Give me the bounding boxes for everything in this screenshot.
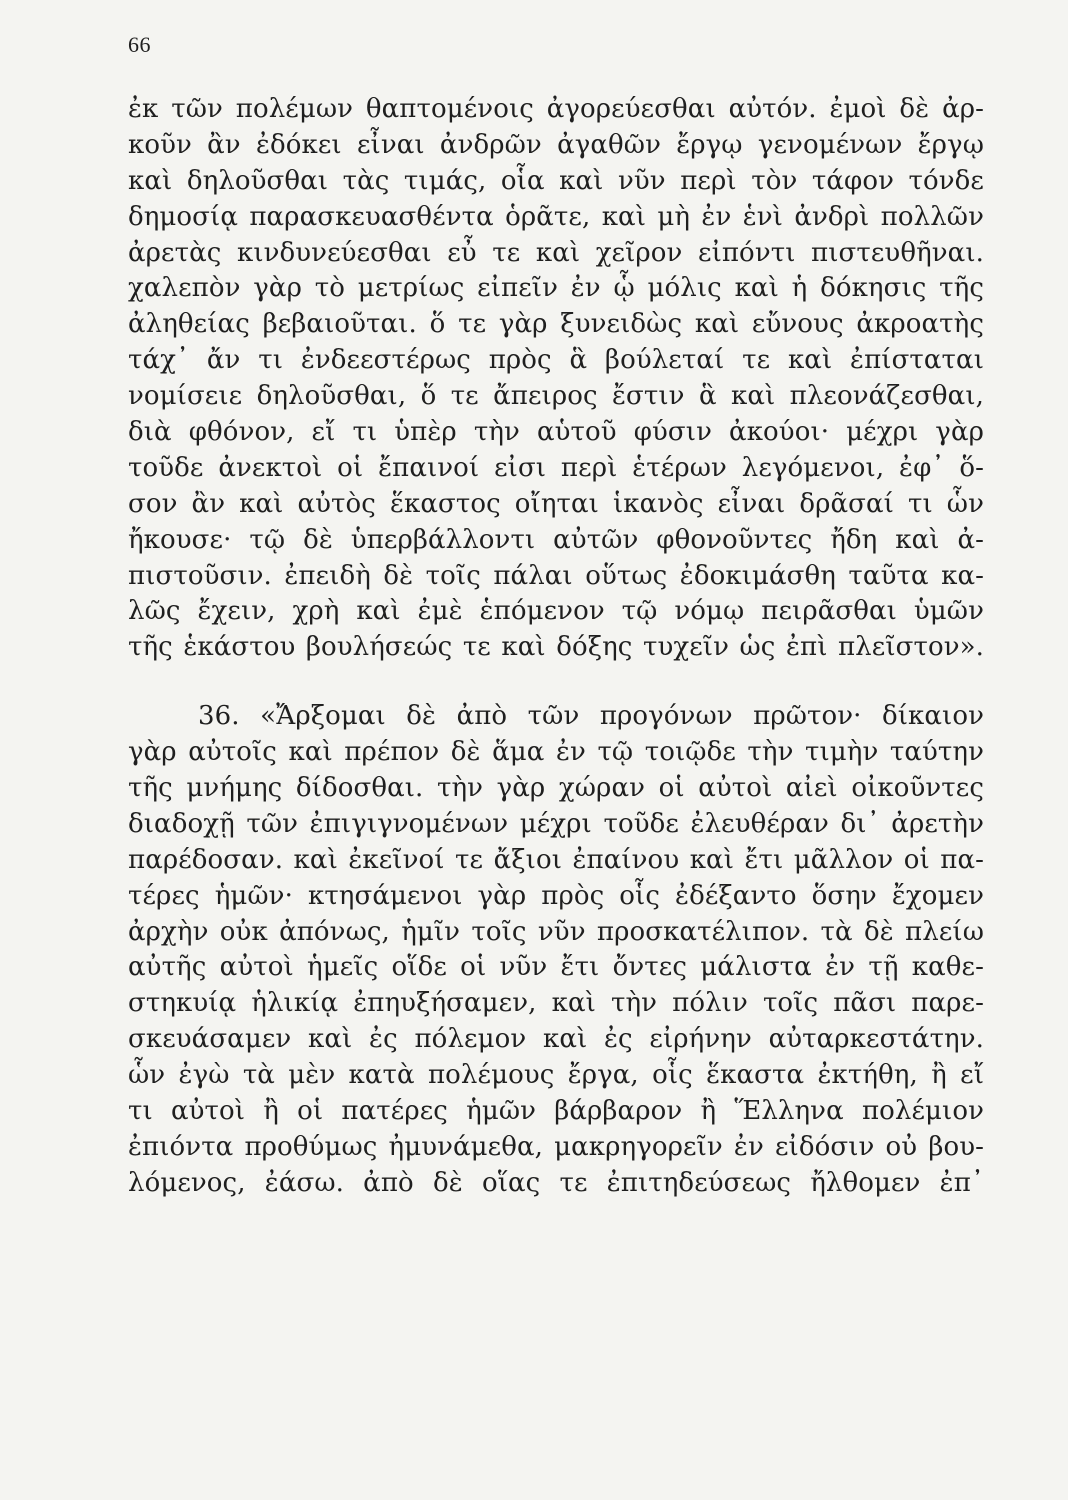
- text-line: τῆς ἑκάστου βουλήσεώς τε καὶ δόξης τυχεῖν ὡς ἐπὶ πλεῖστον».: [128, 632, 984, 663]
- text-line: αὐτῆς αὐτοὶ ἡμεῖς οἵδε οἱ νῦν ἔτι ὄντες μάλιστα ἐν τῇ καθε-: [128, 952, 984, 983]
- paragraph-gap: [128, 666, 984, 699]
- text-line: ὧν ἐγὼ τὰ μὲν κατὰ πολέμους ἔργα, οἷς ἕκαστα ἐκτήθη, ἢ εἴ: [128, 1060, 984, 1091]
- text-line: νομίσειε δηλοῦσθαι, ὅ τε ἄπειρος ἔστιν ἃ καὶ πλεονάζεσθαι,: [128, 381, 984, 412]
- text-line: χαλεπὸν γὰρ τὸ μετρίως εἰπεῖν ἐν ᾧ μόλις καὶ ἡ δόκησις τῆς: [128, 273, 984, 304]
- text-line: τι αὐτοὶ ἢ οἱ πατέρες ἡμῶν βάρβαρον ἢ Ἕλληνα πολέμιον: [128, 1096, 984, 1127]
- page-number: 66: [128, 32, 151, 57]
- text-line: διὰ φθόνον, εἴ τι ὑπὲρ τὴν αὑτοῦ φύσιν ἀκούοι· μέχρι γὰρ: [128, 417, 984, 448]
- text-line: λῶς ἔχειν, χρὴ καὶ ἐμὲ ἑπόμενον τῷ νόμῳ πειρᾶσθαι ὑμῶν: [128, 596, 984, 627]
- text-line: ἀρχὴν οὐκ ἀπόνως, ἡμῖν τοῖς νῦν προσκατέλιπον. τὰ δὲ πλείω: [128, 916, 984, 947]
- text-line: ἤκουσε· τῷ δὲ ὑπερβάλλοντι αὐτῶν φθονοῦντες ἤδη καὶ ἀ-: [128, 524, 984, 555]
- text-line: ἀληθείας βεβαιοῦται. ὅ τε γὰρ ξυνειδὼς καὶ εὔνους ἀκροατὴς: [128, 309, 984, 340]
- text-line: σκευάσαμεν καὶ ἐς πόλεμον καὶ ἐς εἰρήνην αὐταρκεστάτην.: [128, 1024, 984, 1055]
- text-line: τοῦδε ἀνεκτοὶ οἱ ἔπαινοί εἰσι περὶ ἑτέρων λεγόμενοι, ἐφ᾽ ὅ-: [128, 452, 984, 483]
- text-line: λόμενος, ἐάσω. ἀπὸ δὲ οἵας τε ἐπιτηδεύσεως ἤλθομεν ἐπ᾽: [128, 1167, 984, 1198]
- text-line: διαδοχῇ τῶν ἐπιγιγνομένων μέχρι τοῦδε ἐλευθέραν δι᾽ ἀρετὴν: [128, 808, 984, 839]
- text-line: πιστοῦσιν. ἐπειδὴ δὲ τοῖς πάλαι οὕτως ἐδοκιμάσθη ταῦτα κα-: [128, 560, 984, 591]
- text-line: δημοσίᾳ παρασκευασθέντα ὁρᾶτε, καὶ μὴ ἐν ἑνὶ ἀνδρὶ πολλῶν: [128, 201, 984, 232]
- text-line: τάχ᾽ ἄν τι ἐνδεεστέρως πρὸς ἃ βούλεταί τε καὶ ἐπίσταται: [128, 345, 984, 376]
- text-line: καὶ δηλοῦσθαι τὰς τιμάς, οἷα καὶ νῦν περὶ τὸν τάφον τόνδε: [128, 165, 984, 196]
- body-text: [128, 92, 984, 1202]
- text-line: παρέδοσαν. καὶ ἐκεῖνοί τε ἄξιοι ἐπαίνου καὶ ἔτι μᾶλλον οἱ πα-: [128, 844, 984, 875]
- text-line: σον ἂν καὶ αὐτὸς ἕκαστος οἴηται ἱκανὸς εἶναι δρᾶσαί τι ὧν: [128, 488, 984, 519]
- text-line: τέρες ἡμῶν· κτησάμενοι γὰρ πρὸς οἷς ἐδέξαντο ὅσην ἔχομεν: [128, 880, 984, 911]
- text-line: ἐπιόντα προθύμως ἠμυνάμεθα, μακρηγορεῖν ἐν εἰδόσιν οὐ βου-: [128, 1131, 984, 1162]
- text-line: στηκυίᾳ ἡλικίᾳ ἐπηυξήσαμεν, καὶ τὴν πόλιν τοῖς πᾶσι παρε-: [128, 988, 984, 1019]
- text-line: τῆς μνήμης δίδοσθαι. τὴν γὰρ χώραν οἱ αὐτοὶ αἰεὶ οἰκοῦντες: [128, 773, 984, 804]
- chapter-36-first-line: 36. «Ἄρξομαι δὲ ἀπὸ τῶν προγόνων πρῶτον· δίκαιον: [198, 701, 984, 732]
- text-line: ἐκ τῶν πολέμων θαπτομένοις ἀγορεύεσθαι αὐτόν. ἐμοὶ δὲ ἀρ-: [128, 94, 984, 124]
- text-line: ἀρετὰς κινδυνεύεσθαι εὖ τε καὶ χεῖρον εἰπόντι πιστευθῆναι.: [128, 237, 984, 268]
- text-line: γὰρ αὐτοῖς καὶ πρέπον δὲ ἅμα ἐν τῷ τοιῷδε τὴν τιμὴν ταύτην: [128, 737, 984, 768]
- text-line: κοῦν ἂν ἐδόκει εἶναι ἀνδρῶν ἀγαθῶν ἔργῳ γενομένων ἔργῳ: [128, 129, 984, 160]
